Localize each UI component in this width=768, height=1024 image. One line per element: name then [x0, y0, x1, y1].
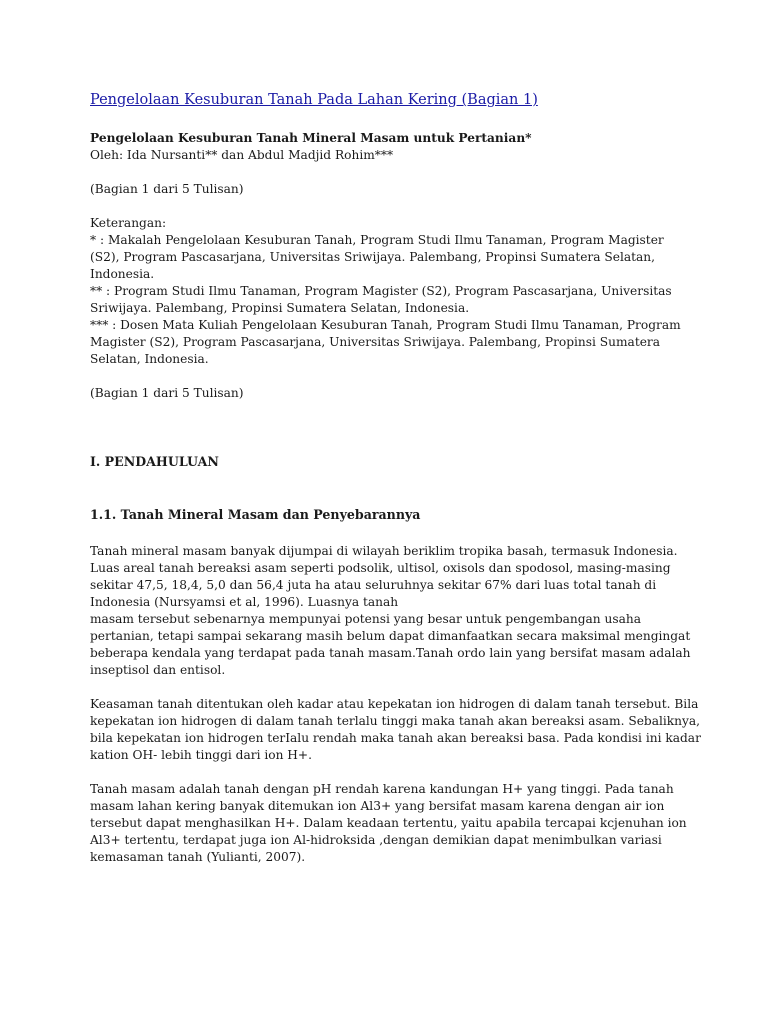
- note-line: Selatan, Indonesia.: [90, 352, 209, 366]
- subsection-heading: 1.1. Tanah Mineral Masam dan Penyebarannya: [90, 507, 421, 522]
- paragraph-2: [90, 696, 701, 764]
- paragraph-line: kation OH- lebih tinggi dari ion H+.: [90, 748, 313, 762]
- note-line: Indonesia.: [90, 267, 155, 281]
- paragraph-line: masam lahan kering banyak ditemukan ion Al3+ yang bersifat masam karena dengan air ion: [90, 799, 665, 813]
- paragraph-1: [90, 543, 690, 679]
- paragraph-line: Keasaman tanah ditentukan oleh kadar atau kepekatan ion hidrogen di dalam tanah tersebut. Bila: [90, 697, 699, 711]
- paragraph-line: sekitar 47,5, 18,4, 5,0 dan 56,4 juta ha atau seluruhnya sekitar 67% dari luas total tanah di: [90, 578, 657, 592]
- note-line: *** : Dosen Mata Kuliah Pengelolaan Kesuburan Tanah, Program Studi Ilmu Tanaman, Program: [90, 318, 681, 332]
- notes-block: [90, 215, 690, 368]
- paragraph-line: Tanah mineral masam banyak dijumpai di wilayah beriklim tropika basah, termasuk Indonesia.: [90, 544, 678, 558]
- paragraph-line: inseptisol dan entisol.: [90, 663, 226, 677]
- paragraph-line: kepekatan ion hidrogen di dalam tanah terlalu tinggi maka tanah akan bereaksi asam. Sebaliknya,: [90, 714, 701, 728]
- note-line: * : Makalah Pengelolaan Kesuburan Tanah, Program Studi Ilmu Tanaman, Program Magister: [90, 233, 664, 247]
- document-page: [90, 90, 701, 866]
- note-line: ** : Program Studi Ilmu Tanaman, Program Magister (S2), Program Pascasarjana, Universitas: [90, 284, 672, 298]
- note-line: Magister (S2), Program Pascasarjana, Universitas Sriwijaya. Palembang, Propinsi Sumatera: [90, 335, 661, 349]
- byline-block: [90, 130, 690, 164]
- paragraph-line: bila kepekatan ion hidrogen terIalu rendah maka tanah akan bereaksi basa. Pada kondisi ini kadar: [90, 731, 701, 745]
- article-subtitle: Pengelolaan Kesuburan Tanah Mineral Masam untuk Pertanian*: [90, 131, 532, 145]
- paragraph-line: masam tersebut sebenarnya mempunyai potensi yang besar untuk pengembangan usaha: [90, 612, 642, 626]
- note-line: (S2), Program Pascasarjana, Universitas Sriwijaya. Palembang, Propinsi Sumatera Selatan,: [90, 250, 656, 264]
- section-heading: I. PENDAHULUAN: [90, 454, 219, 469]
- keterangan-label: Keterangan:: [90, 216, 167, 230]
- paragraph-line: Luas areal tanah bereaksi asam seperti podsolik, ultisol, oxisols dan spodosol, masing-masing: [90, 561, 671, 575]
- article-title-link[interactable]: Pengelolaan Kesuburan Tanah Pada Lahan Kering (Bagian 1): [90, 92, 538, 108]
- paragraph-3: [90, 781, 690, 866]
- part-note: (Bagian 1 dari 5 Tulisan): [90, 182, 244, 196]
- note-line: Sriwijaya. Palembang, Propinsi Sumatera Selatan, Indonesia.: [90, 301, 470, 315]
- article-authors: Oleh: Ida Nursanti** dan Abdul Madjid Rohim***: [90, 148, 394, 162]
- paragraph-line: kemasaman tanah (Yulianti, 2007).: [90, 850, 306, 864]
- paragraph-line: beberapa kendala yang terdapat pada tanah masam.Tanah ordo lain yang bersifat masam adalah: [90, 646, 691, 660]
- paragraph-line: Indonesia (Nursyamsi et al, 1996). Luasnya tanah: [90, 595, 399, 609]
- paragraph-line: tersebut dapat menghasilkan H+. Dalam keadaan tertentu, yaitu apabila tercapai kcjenuhan ion: [90, 816, 687, 830]
- paragraph-line: Tanah masam adalah tanah dengan pH rendah karena kandungan H+ yang tinggi. Pada tanah: [90, 782, 674, 796]
- paragraph-line: pertanian, tetapi sampai sekarang masih belum dapat dimanfaatkan secara maksimal mengingat: [90, 629, 691, 643]
- part-note-2: (Bagian 1 dari 5 Tulisan): [90, 386, 244, 400]
- paragraph-line: Al3+ tertentu, terdapat juga ion Al-hidroksida ,dengan demikian dapat menimbulkan variasi: [90, 833, 662, 847]
